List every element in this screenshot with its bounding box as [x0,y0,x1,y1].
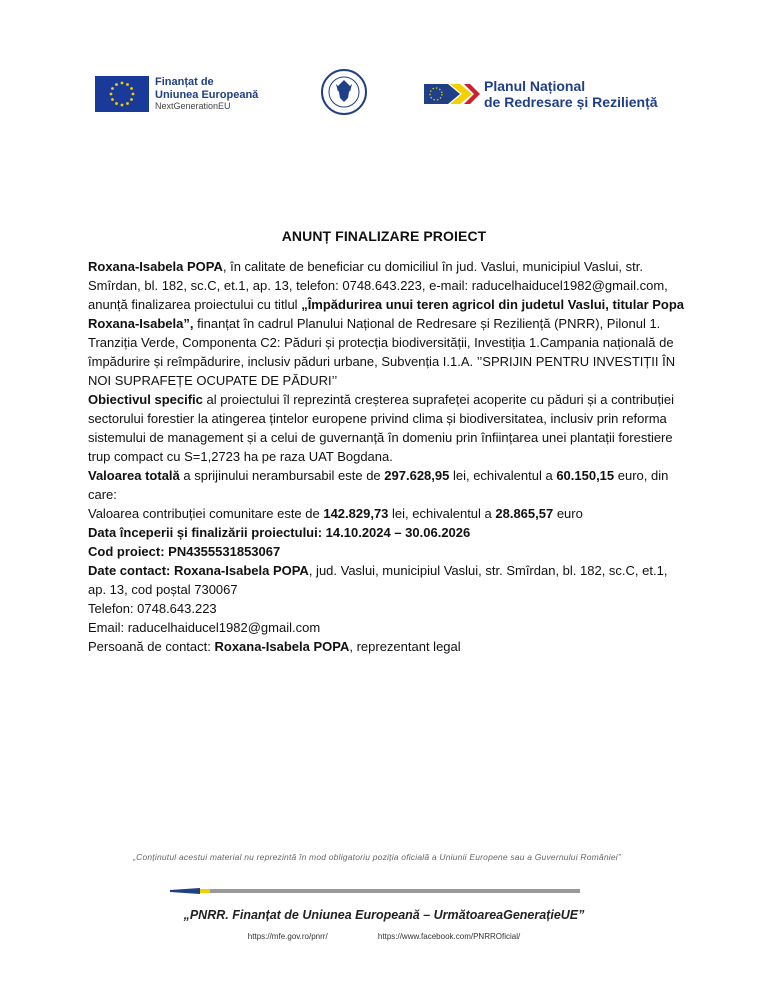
objective-text: al proiectului îl reprezintă creșterea suprafeței acoperite cu păduri și a contribuției sectorului forestier la atingerea țintelor europene privind clima și biodiversitatea, inclusiv prin reforma sistemului de management și a celui de guvernanță în domeniu prin înființarea unei plantații forestiere trup compact cu S=1,2723 ha pe raza UAT Bogdana. [88,392,675,464]
objective-paragraph [88,390,688,466]
footer-color-bar [170,888,580,894]
contact-details [88,561,688,599]
pnrr-logo [424,78,658,110]
project-code-text: Cod proiect: PN4355531853067 [88,544,281,559]
contact-email: Email: raducelhaiducel1982@gmail.com [88,620,321,635]
eu-star-icon [121,82,124,85]
logo-header [0,68,768,128]
contact-person [88,637,688,656]
eu-star-icon [132,93,135,96]
project-title: „Împădurirea unui teren agricol din judetul Vaslui, titular Popa Roxana-Isabela”, [88,297,685,331]
contact-label: Date contact: Roxana-Isabela POPA [88,563,309,578]
pnrr-flag-icon [424,80,480,108]
total-value-text: a sprijinului nerambursabil este de [179,468,385,483]
intro-text: , în calitate de beneficiar cu domiciliul în jud. Vaslui, municipiul Vaslui, str. Smîrdan, bl. 182, sc.C, et.1, ap. 13, telefon: 0748.643.223, e-mail: raducelhaiducel1982@gmail.com, anunță finalizarea proiectului cu titlul [88,259,668,312]
project-dates [88,523,688,542]
pnrr-logo-line1: Planul Național [484,78,586,94]
funding-text: finanțat în cadrul Planului Național de Redresare și Reziliență (PNRR), Pilonul 1. Tranziția Verde, Componenta C2: Păduri și protecția biodiversității, Investiția 1.Campania națională de împădurire și reîmpădurire, inclusiv păduri urbane, Subvenția I.1.A. ’’SPRIJIN PENTRU INVESTIȚII ÎN NOI SUPRAFEȚE OCUPATE DE PĂDURI’’ [88,316,676,388]
footer-disclaimer: „Conținutul acestui material nu reprezintă în mod obligatoriu poziția oficială a Uniunii Europene sau a Guvernului României” [133,852,621,862]
eu-logo-line3: NextGenerationEU [155,101,231,112]
total-value-eur: 60.150,15 [556,468,615,483]
eu-star-icon [126,83,129,86]
community-value-eur: 28.865,57 [495,506,554,521]
total-value-lei: 297.628,95 [384,468,450,483]
total-value-label: Valoarea totală [88,468,180,483]
total-value-text-2: lei, echivalentul a [449,468,557,483]
community-value-text: Valoarea contribuției comunitare este de [88,506,324,521]
total-value-text-3: euro, din care: [88,468,669,502]
footer-link-mfe[interactable]: https://mfe.gov.ro/pnrr/ [247,932,328,941]
contact-address: , jud. Vaslui, municipiul Vaslui, str. Smîrdan, bl. 182, sc.C, et.1, ap. 13, cod poștal 730067 [88,563,668,597]
page-title: ANUNȚ FINALIZARE PROIECT [281,228,487,244]
footer-links [0,932,768,941]
footer-link-facebook[interactable]: https://www.facebook.com/PNRROficial/ [377,932,521,941]
project-code [88,542,688,561]
eu-flag-icon [95,76,149,112]
contact-person-label: Persoană de contact: [88,639,215,654]
eu-star-icon [111,87,114,90]
footer-slogan: „PNRR. Finanțat de Uniunea Europeană – UrmătoareaGenerațieUE” [183,908,585,922]
eu-star-icon [130,87,133,90]
contact-phone: Telefon: 0748.643.223 [88,601,217,616]
project-dates-text: Data începerii și finalizării proiectului: 14.10.2024 – 30.06.2026 [88,525,471,540]
intro-paragraph [88,257,688,390]
eu-star-icon [110,93,113,96]
contact-person-role: , reprezentant legal [349,639,461,654]
community-value-paragraph [88,504,688,523]
eu-star-icon [115,83,118,86]
eu-star-icon [121,104,124,107]
eu-star-icon [111,98,114,101]
community-value-text-2: lei, echivalentul a [388,506,496,521]
community-value-text-3: euro [553,506,583,521]
eu-star-icon [115,102,118,105]
eu-logo-line1: Finanțat de [155,76,214,88]
objective-label: Obiectivul specific [88,392,203,407]
announcement-body [88,257,688,656]
total-value-paragraph [88,466,688,504]
eu-funding-logo [95,76,258,112]
pnrr-logo-line2: de Redresare și Reziliență [484,94,658,111]
romanian-government-seal-icon [320,68,368,116]
beneficiary-name: Roxana-Isabela POPA [88,259,223,274]
community-value-lei: 142.829,73 [323,506,389,521]
eu-logo-line2: Uniunea Europeană [155,88,259,101]
contact-person-name: Roxana-Isabela POPA [214,639,350,654]
eu-star-icon [130,98,133,101]
eu-star-icon [126,102,129,105]
